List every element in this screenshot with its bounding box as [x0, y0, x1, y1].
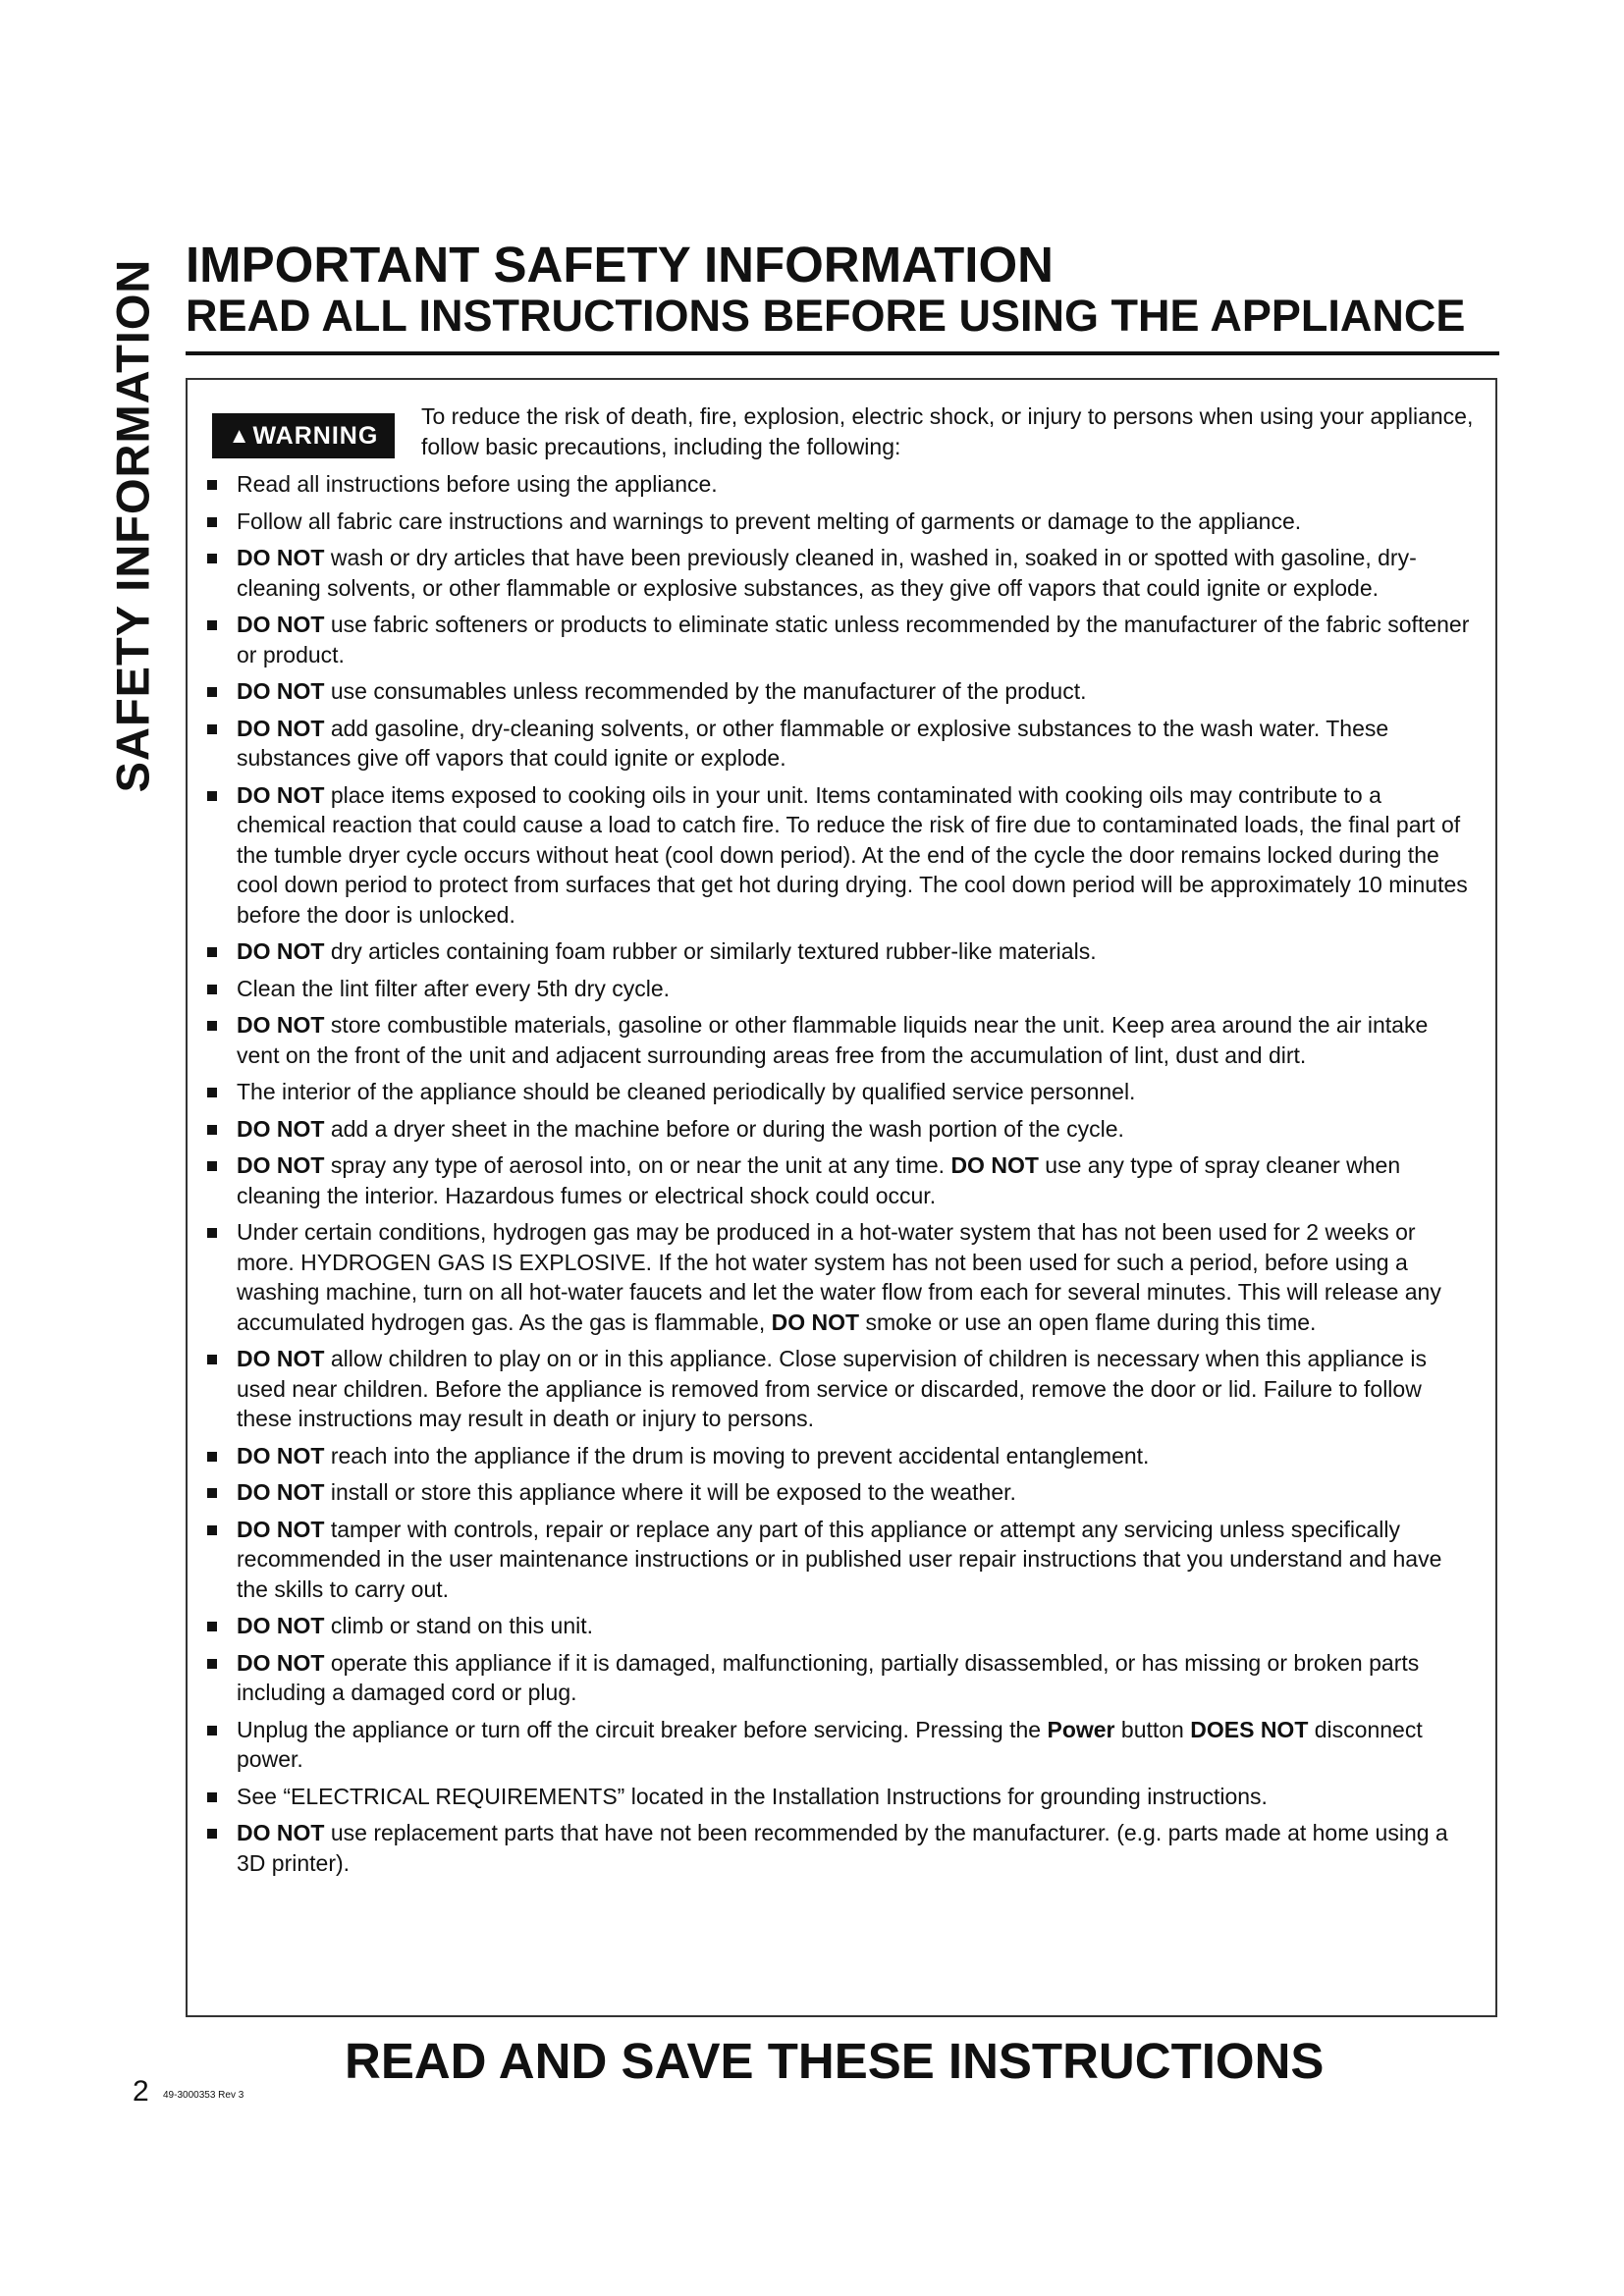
bullet-square-icon: [207, 1228, 217, 1238]
emphasis-text: Power: [1047, 1716, 1115, 1742]
emphasis-text: DO NOT: [237, 1012, 325, 1038]
list-item: [207, 1344, 1474, 1434]
bullet-square-icon: [207, 554, 217, 563]
item-text: Unplug the appliance or turn off the circuit breaker before servicing. Pressing the: [237, 1716, 1048, 1742]
bullet-square-icon: [207, 687, 217, 697]
item-text: add gasoline, dry-cleaning solvents, or other flammable or explosive substances to the wash water. These substances give off vapors that could ignite or explode.: [237, 715, 1389, 771]
title-divider: [186, 351, 1499, 355]
item-text: Clean the lint filter after every 5th dry cycle.: [237, 975, 671, 1001]
item-text: button: [1114, 1716, 1191, 1742]
list-item: [207, 936, 1474, 967]
item-text: allow children to play on or in this appliance. Close supervision of children is necessary when this appliance is used near children. Before the appliance is removed from service or discarded, remove the door or lid. Failure to follow these instructions may result in death or injury to persons.: [237, 1346, 1427, 1431]
item-text: dry articles containing foam rubber or similarly textured rubber-like materials.: [324, 938, 1097, 964]
page-subtitle: READ ALL INSTRUCTIONS BEFORE USING THE APPLIANCE: [186, 291, 1466, 341]
list-item: [207, 1515, 1474, 1605]
bullet-square-icon: [207, 1088, 217, 1097]
item-text: tamper with controls, repair or replace any part of this appliance or attempt any servicing unless specifically recommended in the user maintenance instructions or in published user repair instructions that you understand and have the skills to carry out.: [237, 1516, 1442, 1602]
list-item: [207, 507, 1474, 537]
bullet-square-icon: [207, 1829, 217, 1839]
emphasis-text: DO NOT: [237, 1516, 325, 1542]
emphasis-text: DO NOT: [950, 1152, 1039, 1178]
list-item: [207, 1715, 1474, 1775]
list-item: [207, 1611, 1474, 1641]
list-item: [207, 1077, 1474, 1107]
item-text: operate this appliance if it is damaged, malfunctioning, partially disassembled, or has missing or broken parts including a damaged cord or plug.: [237, 1649, 1420, 1705]
item-text: reach into the appliance if the drum is moving to prevent accidental entanglement.: [324, 1442, 1150, 1468]
bullet-square-icon: [207, 1355, 217, 1364]
warning-badge-label: WARNING: [252, 421, 379, 450]
warning-triangle-icon: ▲: [228, 423, 251, 448]
item-text: Read all instructions before using the appliance.: [237, 471, 718, 497]
list-item: [207, 1217, 1474, 1337]
bullet-square-icon: [207, 1525, 217, 1535]
item-text: smoke or use an open flame during this time.: [859, 1308, 1317, 1335]
list-item: [207, 469, 1474, 500]
page-number: 2: [133, 2075, 149, 2108]
item-text: use replacement parts that have not been recommended by the manufacturer. (e.g. parts made at home using a 3D printer).: [237, 1820, 1448, 1876]
list-item: [207, 974, 1474, 1004]
emphasis-text: DO NOT: [237, 612, 325, 637]
bullet-square-icon: [207, 517, 217, 527]
side-section-label: SAFETY INFORMATION: [106, 258, 159, 792]
bullet-square-icon: [207, 985, 217, 994]
emphasis-text: DOES NOT: [1190, 1716, 1309, 1742]
item-text: spray any type of aerosol into, on or near the unit at any time.: [324, 1152, 951, 1178]
bullet-square-icon: [207, 1726, 217, 1735]
item-text: add a dryer sheet in the machine before or during the wash portion of the cycle.: [324, 1115, 1124, 1142]
bullet-square-icon: [207, 1792, 217, 1802]
list-item: [207, 1441, 1474, 1471]
item-text: store combustible materials, gasoline or other flammable liquids near the unit. Keep area around the air intake vent on the front of the unit and adjacent surrounding areas free from the accumulation of lint, dust and dirt.: [237, 1012, 1429, 1068]
list-item: [207, 676, 1474, 707]
emphasis-text: DO NOT: [771, 1308, 860, 1335]
item-text: Follow all fabric care instructions and warnings to prevent melting of garments or damage to the appliance.: [237, 507, 1302, 534]
safety-list: [207, 469, 1474, 1885]
list-item: [207, 1477, 1474, 1508]
emphasis-text: DO NOT: [237, 1649, 325, 1676]
emphasis-text: DO NOT: [237, 1479, 325, 1505]
bullet-square-icon: [207, 1622, 217, 1631]
list-item: [207, 1010, 1474, 1070]
page-title: IMPORTANT SAFETY INFORMATION: [186, 237, 1054, 293]
bullet-square-icon: [207, 620, 217, 630]
bullet-square-icon: [207, 1488, 217, 1498]
bullet-square-icon: [207, 1659, 217, 1669]
emphasis-text: DO NOT: [237, 678, 325, 704]
item-text: wash or dry articles that have been previously cleaned in, washed in, soaked in or spotted with gasoline, dry-cleaning solvents, or other flammable or explosive substances, as they give off vapors that could ignite or explode.: [237, 545, 1417, 601]
bullet-square-icon: [207, 947, 217, 957]
list-item: [207, 1150, 1474, 1210]
list-item: [207, 1114, 1474, 1145]
emphasis-text: DO NOT: [237, 938, 325, 964]
item-text: install or store this appliance where it will be exposed to the weather.: [324, 1479, 1016, 1505]
list-item: [207, 610, 1474, 669]
item-text: place items exposed to cooking oils in your unit. Items contaminated with cooking oils may contribute to a chemical reaction that could cause a load to catch fire. To reduce the risk of fire due to contaminated loads, the final part of the tumble dryer cycle occurs without heat (cool down period). At the end of the cycle the door remains locked during the cool down period to protect from surfaces that get hot during drying. The cool down period will be approximately 10 minutes before the door is unlocked.: [237, 781, 1468, 928]
list-item: [207, 1648, 1474, 1708]
warning-intro-text: To reduce the risk of death, fire, explosion, electric shock, or injury to persons when using your appliance, follow basic precautions, including the following:: [421, 403, 1474, 459]
bullet-square-icon: [207, 1021, 217, 1031]
item-text: See “ELECTRICAL REQUIREMENTS” located in the Installation Instructions for grounding instructions.: [237, 1783, 1268, 1809]
emphasis-text: DO NOT: [237, 1346, 325, 1371]
side-section-tab: [98, 240, 167, 810]
item-text: disconnect power.: [237, 1716, 1423, 1772]
emphasis-text: DO NOT: [237, 545, 325, 570]
list-item: [207, 780, 1474, 931]
bullet-square-icon: [207, 1161, 217, 1171]
bullet-square-icon: [207, 480, 217, 490]
emphasis-text: DO NOT: [237, 1115, 325, 1142]
item-text: use any type of spray cleaner when cleaning the interior. Hazardous fumes or electrical shock could occur.: [237, 1152, 1401, 1208]
list-item: [207, 1818, 1474, 1878]
emphasis-text: DO NOT: [237, 715, 325, 741]
bullet-square-icon: [207, 1125, 217, 1135]
item-text: use consumables unless recommended by the manufacturer of the product.: [324, 678, 1087, 704]
list-item: [207, 714, 1474, 774]
emphasis-text: DO NOT: [237, 1820, 325, 1845]
document-code: 49-3000353 Rev 3: [163, 2090, 244, 2101]
warning-badge: [212, 413, 395, 458]
emphasis-text: DO NOT: [237, 781, 325, 808]
warning-box: [186, 378, 1497, 2017]
footer-title: READ AND SAVE THESE INSTRUCTIONS: [345, 2033, 1325, 2089]
list-item: [207, 1782, 1474, 1812]
emphasis-text: DO NOT: [237, 1613, 325, 1638]
item-text: Under certain conditions, hydrogen gas may be produced in a hot-water system that has not been used for 2 weeks or more. HYDROGEN GAS IS EXPLOSIVE. If the hot water system has not been used for such a period, before using a washing machine, turn on all hot-water faucets and let the water flow from each for several minutes. This will release any accumulated hydrogen gas. As the gas is flammable,: [237, 1219, 1441, 1335]
emphasis-text: DO NOT: [237, 1442, 325, 1468]
emphasis-text: DO NOT: [237, 1152, 325, 1178]
bullet-square-icon: [207, 724, 217, 734]
item-text: The interior of the appliance should be cleaned periodically by qualified service personnel.: [237, 1079, 1136, 1104]
bullet-square-icon: [207, 791, 217, 801]
bullet-square-icon: [207, 1452, 217, 1462]
item-text: climb or stand on this unit.: [324, 1613, 594, 1638]
list-item: [207, 543, 1474, 603]
item-text: use fabric softeners or products to eliminate static unless recommended by the manufacturer of the fabric softener or product.: [237, 612, 1470, 667]
